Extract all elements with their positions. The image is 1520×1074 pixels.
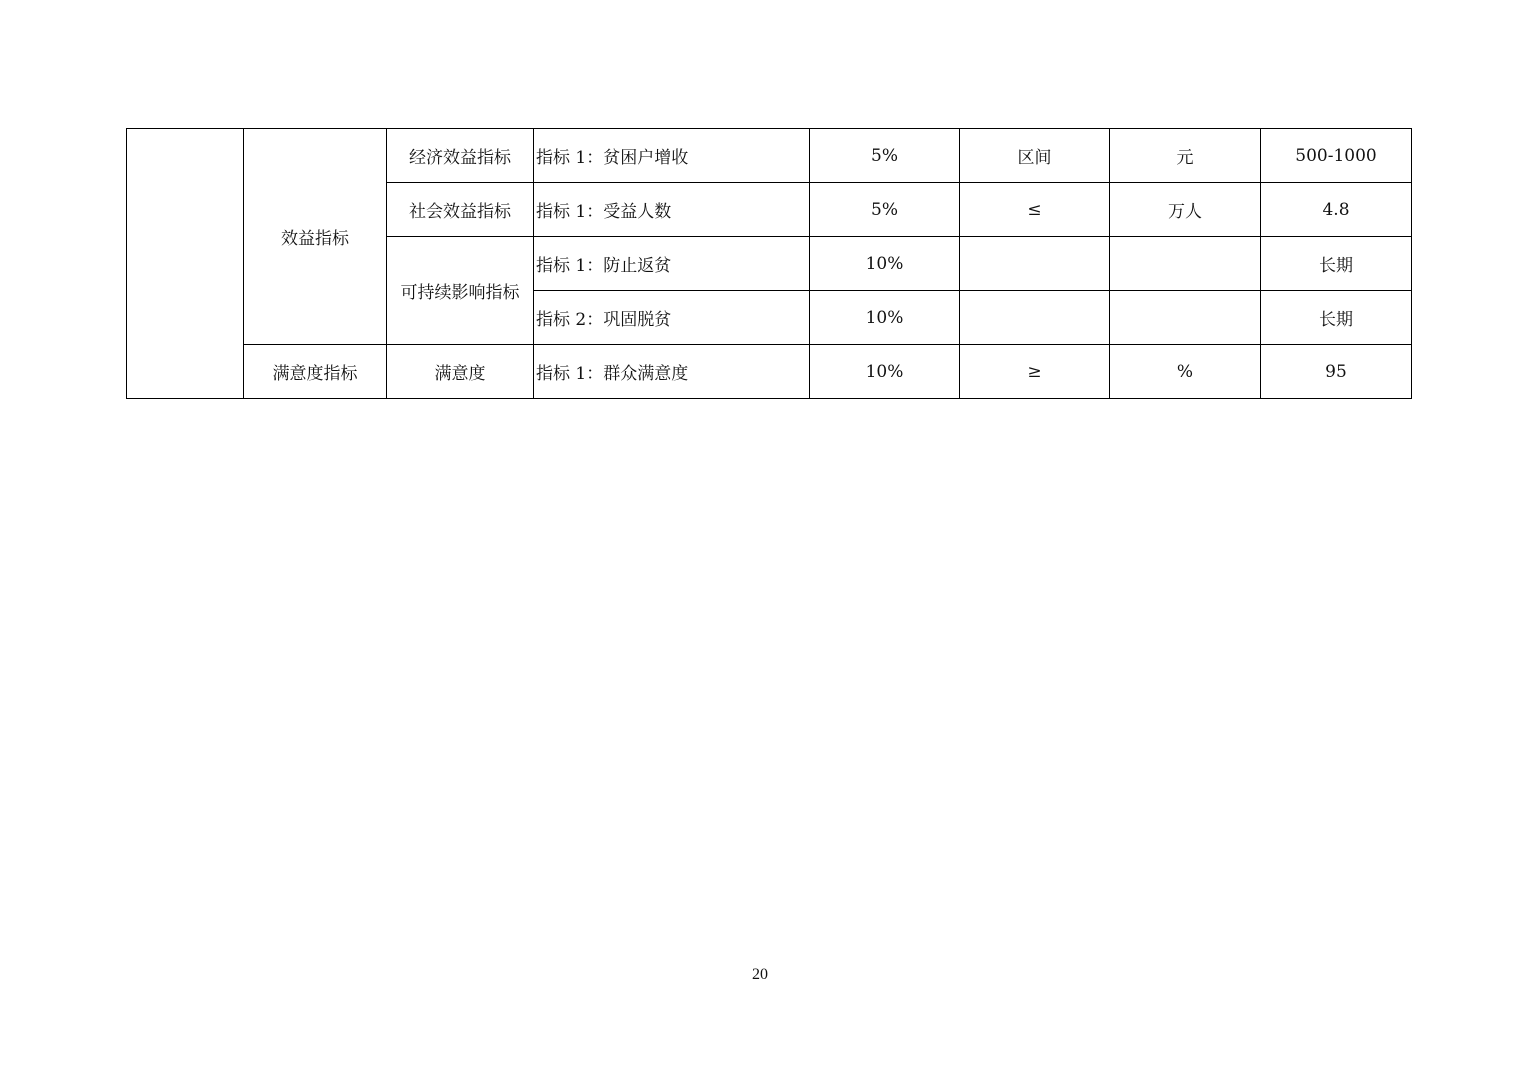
page-number: 20	[752, 966, 768, 983]
operator-cell	[960, 237, 1110, 291]
weight-cell: 5%	[810, 129, 960, 183]
weight-cell: 5%	[810, 183, 960, 237]
unit-cell: 元	[1110, 129, 1261, 183]
operator-cell: ≥	[960, 345, 1110, 399]
level2-satisfaction-cell: 满意度指标	[244, 345, 387, 399]
level3-cell: 社会效益指标	[387, 183, 534, 237]
indicator-cell: 指标 1：防止返贫	[534, 237, 810, 291]
unit-cell: %	[1110, 345, 1261, 399]
target-cell: 500-1000	[1261, 129, 1412, 183]
table-row	[127, 345, 1412, 399]
target-cell: 长期	[1261, 237, 1412, 291]
weight-cell: 10%	[810, 345, 960, 399]
unit-cell	[1110, 237, 1261, 291]
operator-cell	[960, 291, 1110, 345]
operator-cell: ≤	[960, 183, 1110, 237]
weight-cell: 10%	[810, 291, 960, 345]
target-cell: 95	[1261, 345, 1412, 399]
indicator-cell: 指标 1：贫困户增收	[534, 129, 810, 183]
unit-cell: 万人	[1110, 183, 1261, 237]
table-row	[127, 129, 1412, 183]
level3-cell: 经济效益指标	[387, 129, 534, 183]
target-cell: 4.8	[1261, 183, 1412, 237]
level3-cell: 满意度	[387, 345, 534, 399]
level3-cell: 可持续影响指标	[387, 237, 534, 345]
indicator-table	[126, 128, 1412, 399]
target-cell: 长期	[1261, 291, 1412, 345]
indicator-cell: 指标 1：群众满意度	[534, 345, 810, 399]
indicator-cell: 指标 1：受益人数	[534, 183, 810, 237]
weight-cell: 10%	[810, 237, 960, 291]
unit-cell	[1110, 291, 1261, 345]
level2-benefit-cell: 效益指标	[244, 129, 387, 345]
operator-cell: 区间	[960, 129, 1110, 183]
level1-cell	[127, 129, 244, 399]
indicator-cell: 指标 2：巩固脱贫	[534, 291, 810, 345]
